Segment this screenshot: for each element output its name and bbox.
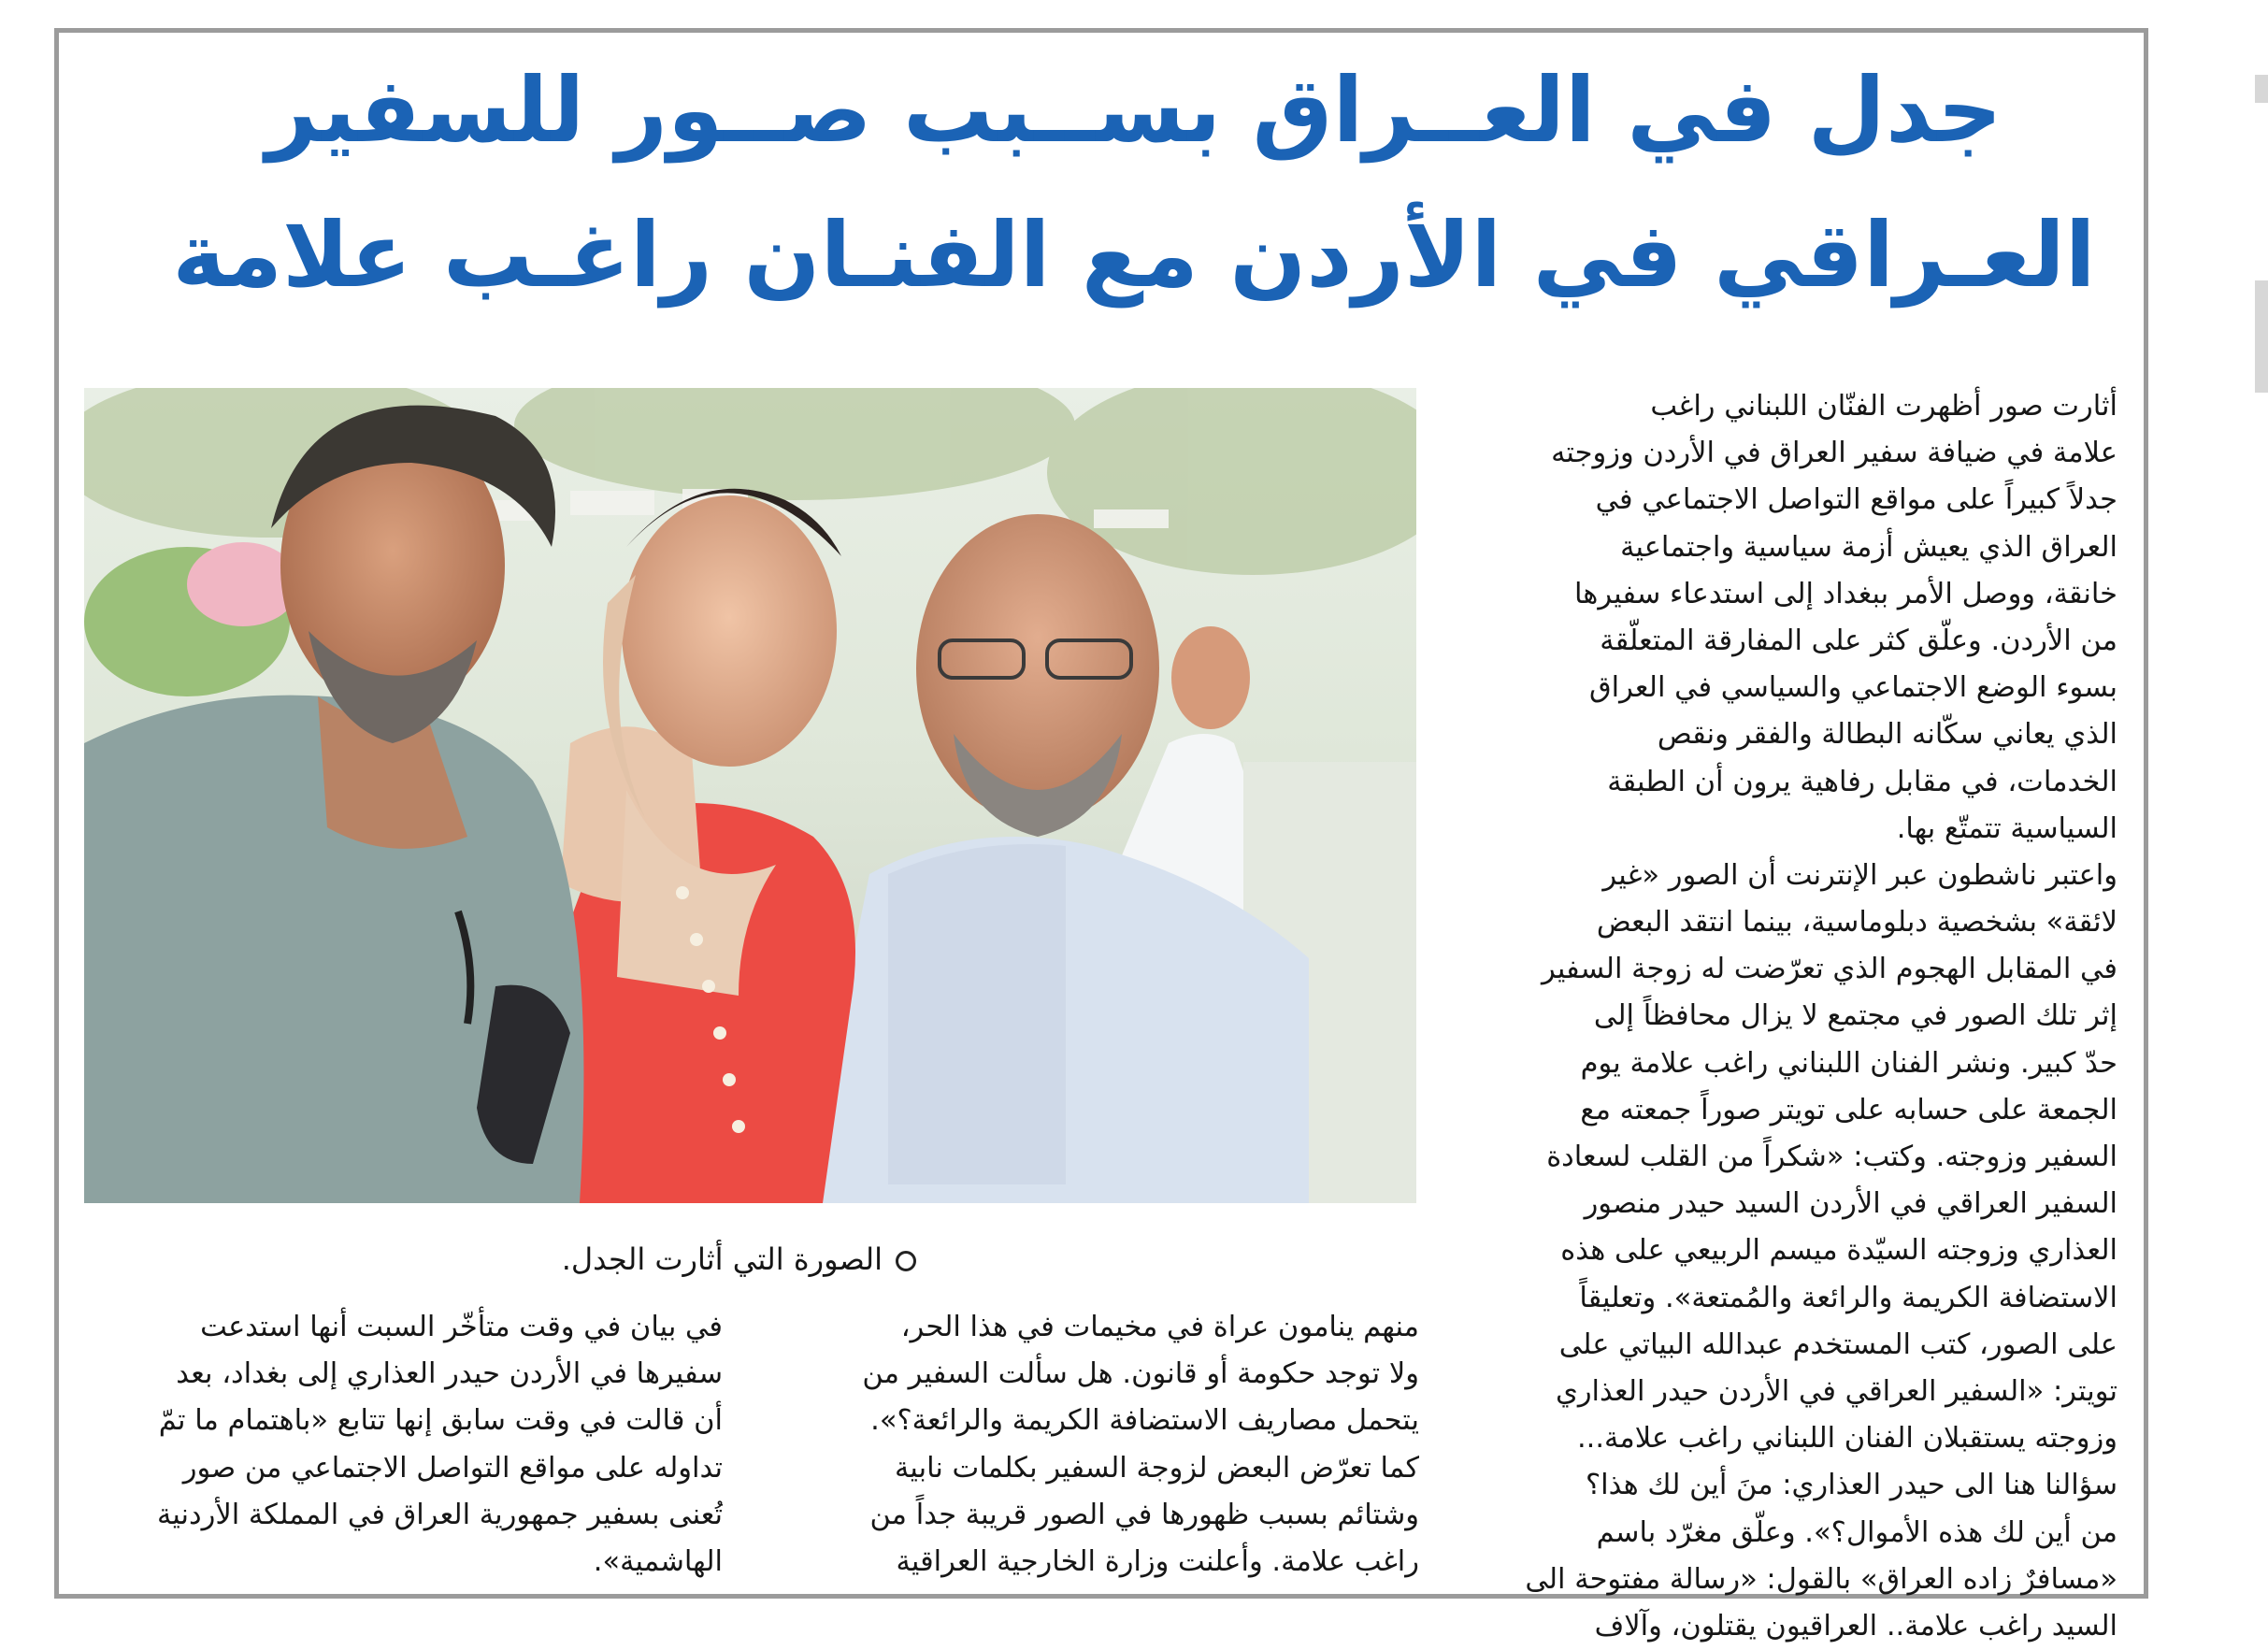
article-text-line: السياسية تتمتّع بها. — [1896, 811, 2117, 845]
article-column-left — [93, 1304, 723, 1585]
article-text-line: وزوجته يستقبلان الفنان اللبناني راغب علامة... — [1576, 1422, 2117, 1456]
photo-caption — [524, 1236, 916, 1283]
article-text-line: في بيان في وقت متأخّر السبت أنها استدعت — [200, 1311, 723, 1343]
adjacent-page-edge — [2251, 0, 2268, 1623]
article-text-line: «مسافرٌ زاده العراق» بالقول: «رسالة مفتوحة الى — [1525, 1562, 2117, 1596]
article-text-line: لائقة» بشخصية دبلوماسية، بينما انتقد البعض — [1596, 906, 2117, 940]
article-text-line: سؤالنا هنا الى حيدر العذاري: منَ أين لك هذا؟ — [1585, 1469, 2117, 1502]
article-text-line: تويتر: «السفير العراقي في الأردن حيدر العذاري — [1555, 1374, 2117, 1408]
edge-mark — [2255, 75, 2268, 103]
article-text-line: كما تعرّض البعض لزوجة السفير بكلمات نابية — [895, 1451, 1419, 1485]
headline-line-2: العـراقي في الأردن مع الفنـان راغـب علامة — [172, 203, 2096, 308]
article-text-line: أن قالت في وقت سابق إنها تتابع «باهتمام ما تمّ — [158, 1404, 723, 1438]
article-column-middle — [790, 1304, 1419, 1585]
article-text-line: يتحمل مصاريف الاستضافة الكريمة والرائعة؟». — [870, 1404, 1419, 1438]
article-text-line: سفيرها في الأردن حيدر العذاري إلى بغداد، بعد — [176, 1357, 723, 1391]
article-text-line: العذاري وزوجته السيّدة ميسم الربيعي على هذه — [1560, 1234, 2117, 1268]
article-text-line: العراق الذي يعيش أزمة سياسية واجتماعية — [1620, 530, 2117, 564]
article-text-line: الخدمات، في مقابل رفاهية يرون أن الطبقة — [1607, 765, 2117, 798]
article-column-right — [1488, 383, 2117, 1650]
article-text-line: من الأردن. وعلّق كثر على المفارقة المتعلّقة — [1600, 624, 2117, 657]
article-text-line: السفير العراقي في الأردن السيد حيدر منصور — [1584, 1187, 2117, 1221]
article-text-line: الجمعة على حسابه على تويتر صوراً جمعته مع — [1580, 1093, 2117, 1126]
article-photo — [84, 388, 1416, 1203]
article-text-line: ولا توجد حكومة أو قانون. هل سألت السفير من — [862, 1357, 1419, 1391]
article-text-line: خانقة، ووصل الأمر ببغداد إلى استدعاء سفيرها — [1573, 577, 2117, 610]
article-text-line: السفير وزوجته. وكتب: «شكراً من القلب لسعادة — [1546, 1141, 2117, 1173]
article-text-line: علامة في ضيافة سفير العراق في الأردن وزوجته — [1551, 437, 2117, 470]
caption-bullet-icon — [896, 1251, 916, 1271]
article-text-line: أثارت صور أظهرت الفنّان اللبناني راغب — [1650, 390, 2117, 423]
article-text-line: الذي يعاني سكّانه البطالة والفقر ونقص — [1657, 718, 2117, 752]
article-text-line: على الصور، كتب المستخدم عبدالله البياتي على — [1558, 1327, 2117, 1361]
article-text-line: السيد راغب علامة.. العراقيون يقتلون، وآلاف — [1594, 1609, 2117, 1643]
headline-line-1: جدل في العــراق بســبب صــور للسفير — [266, 58, 2002, 163]
article-text-line: منهم ينامون عراة في مخيمات في هذا الحر، — [900, 1311, 1419, 1343]
article-text-line: وشتائم بسبب ظهورها في الصور قريبة جداً من — [869, 1498, 1419, 1531]
article-text-line: الاستضافة الكريمة والرائعة والمُمتعة». وتعليقاً — [1579, 1281, 2117, 1314]
article-text-line: تداوله على مواقع التواصل الاجتماعي من صور — [182, 1451, 723, 1485]
photo-caption-text: الصورة التي أثارت الجدل. — [561, 1241, 883, 1277]
article-text-line: الهاشمية». — [593, 1544, 723, 1578]
article-text-line: في المقابل الهجوم الذي تعرّضت له زوجة السفير — [1541, 953, 2117, 986]
edge-mark — [2255, 280, 2268, 393]
article-text-line: حدّ كبير. ونشر الفنان اللبناني راغب علامة يوم — [1580, 1046, 2117, 1080]
article-text-line: واعتبر ناشطون عبر الإنترنت أن الصور «غير — [1602, 858, 2117, 892]
article-text-line: تُعنى بسفير جمهورية العراق في المملكة الأردنية — [156, 1498, 723, 1531]
article-text-line: من أين لك هذه الأموال؟». وعلّق مغرّد باسم — [1596, 1515, 2117, 1549]
article-text-line: بسوء الوضع الاجتماعي والسياسي في العراق — [1588, 671, 2117, 705]
article-text-line: راغب علامة. وأعلنت وزارة الخارجية العراقية — [896, 1544, 1419, 1578]
article-text-line: إثر تلك الصور في مجتمع لا يزال محافظاً إلى — [1593, 999, 2117, 1033]
article-text-line: جدلاً كبيراً على مواقع التواصل الاجتماعي في — [1595, 483, 2117, 517]
